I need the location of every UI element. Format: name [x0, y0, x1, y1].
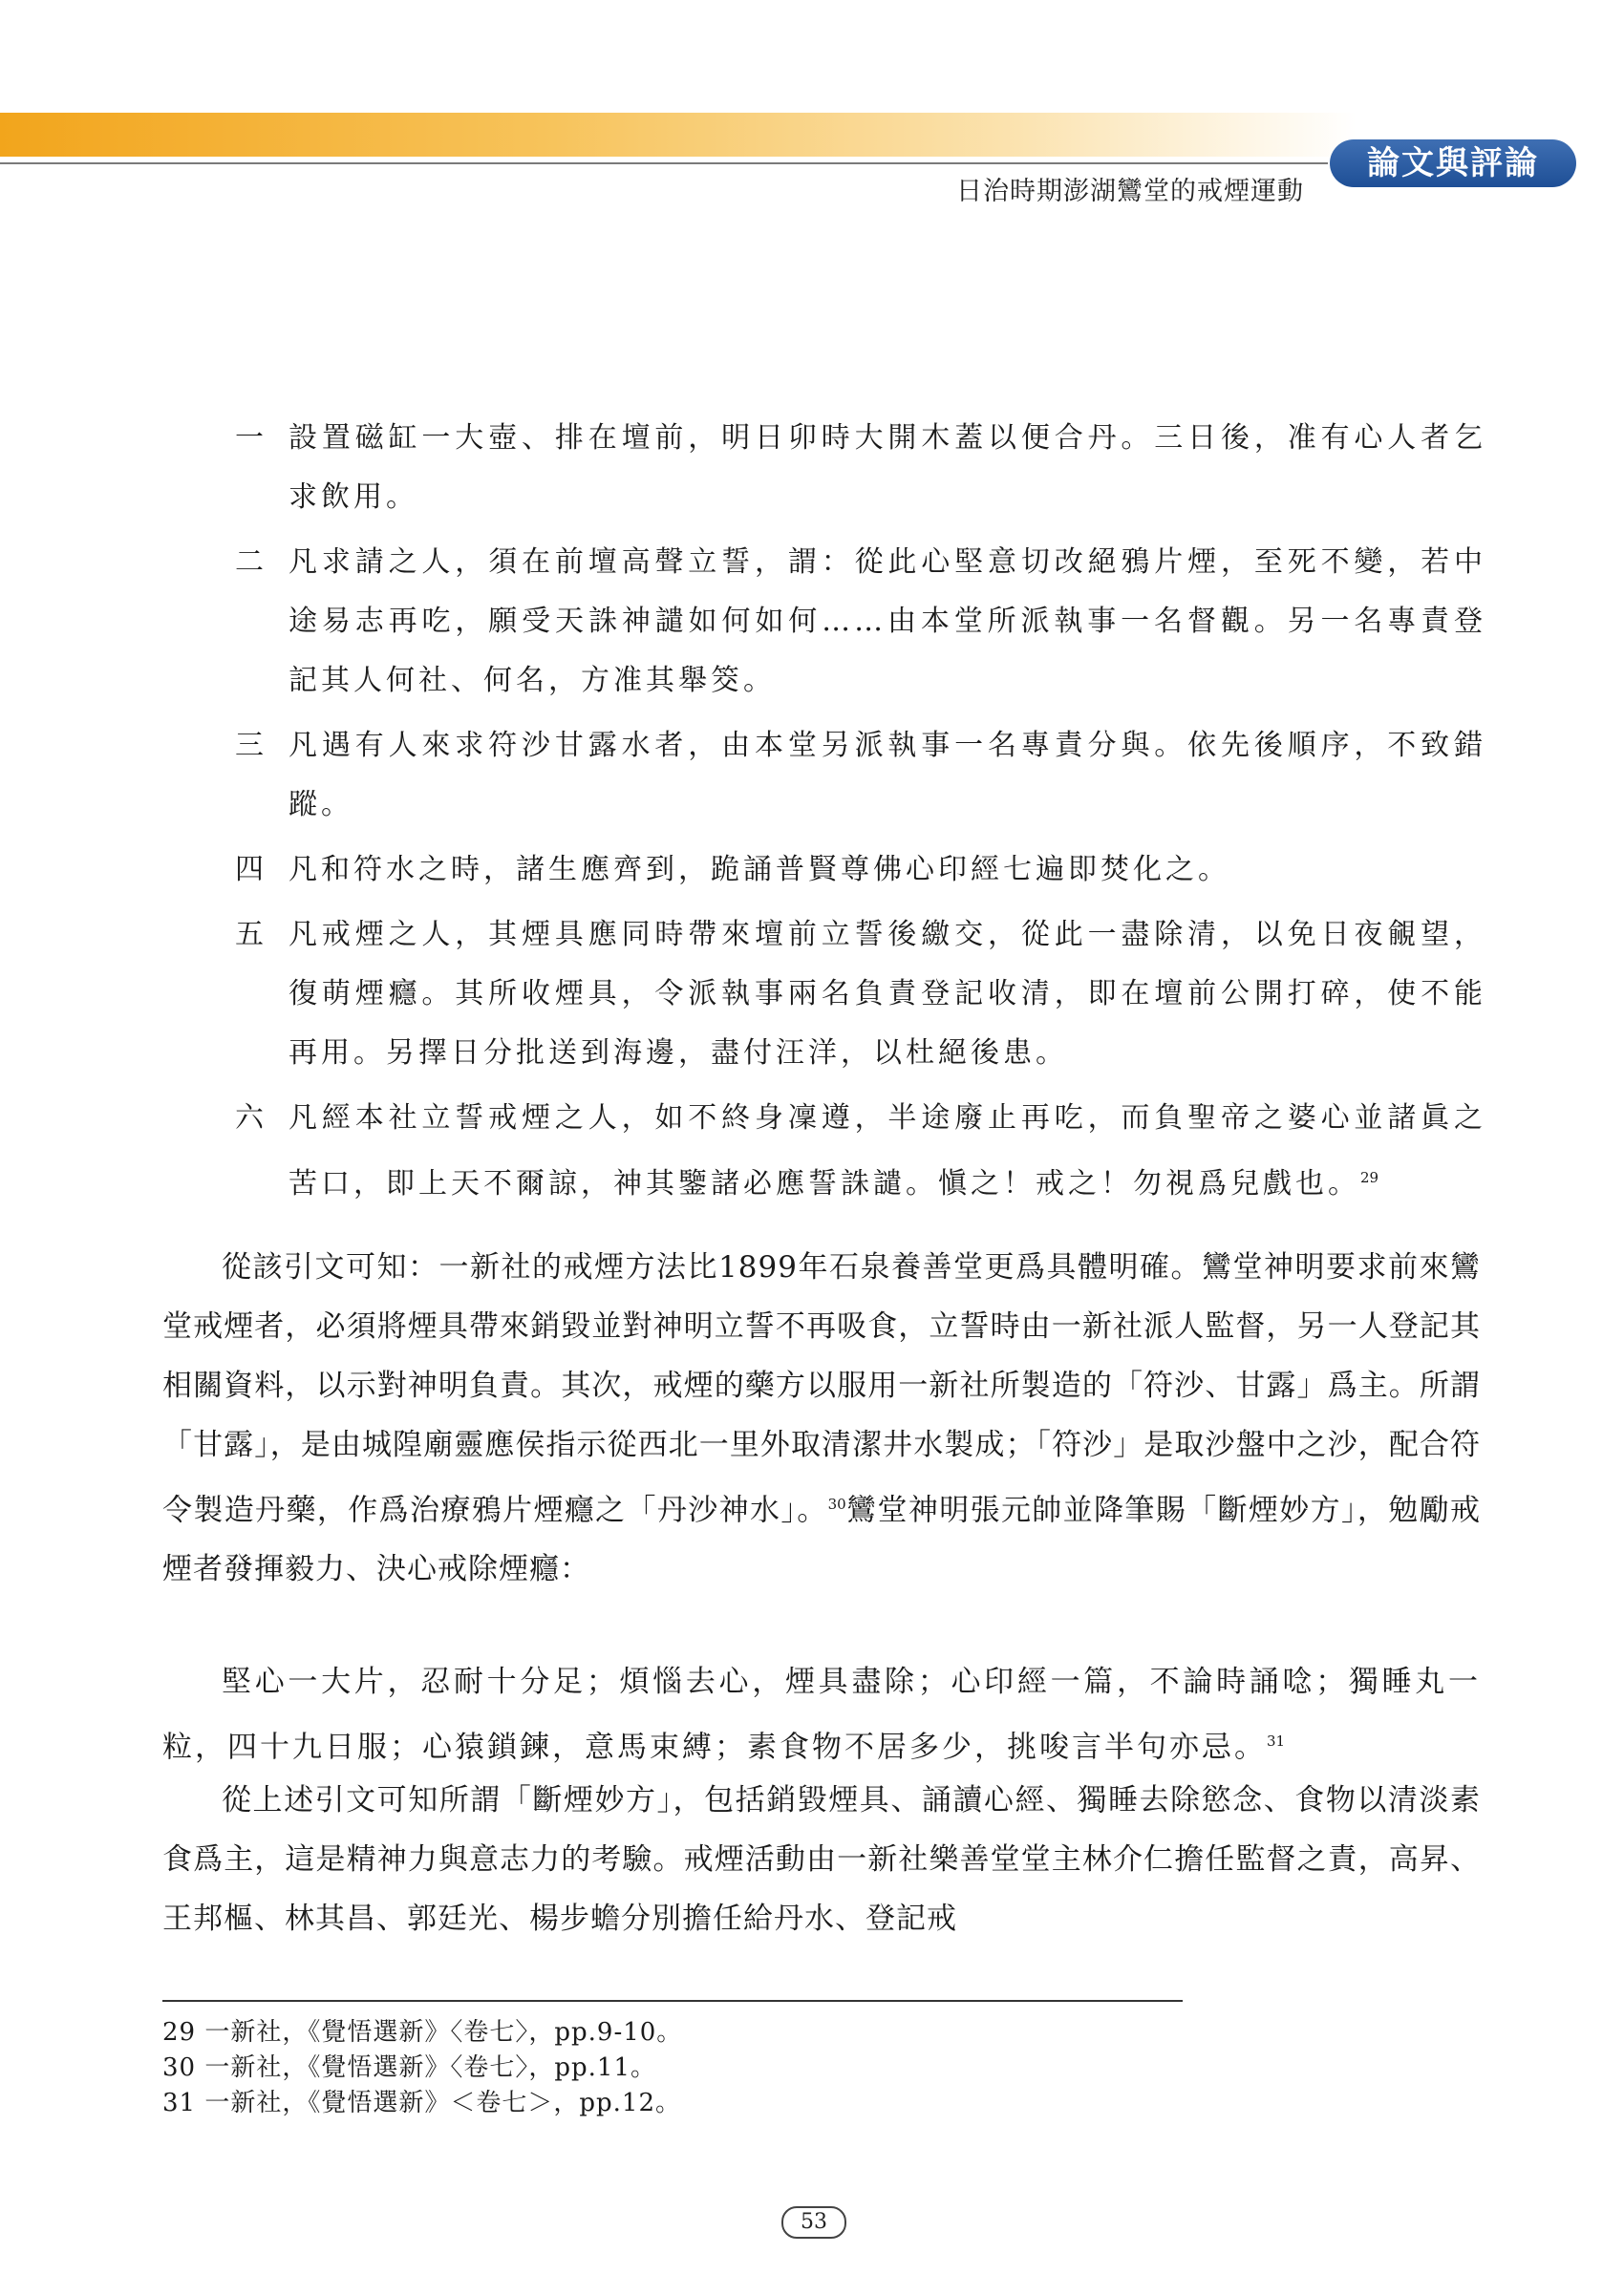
- page-number: 53: [781, 2206, 846, 2239]
- footnote-divider: [162, 2000, 1183, 2002]
- footnote: 31 一新社，《覺悟選新》＜卷七＞，pp.12。: [162, 2089, 681, 2117]
- footnote-ref: 30: [827, 1496, 846, 1513]
- rule-item: [235, 533, 1486, 711]
- rule-text: 凡遇有人來求符沙甘露水者，由本堂另派執事一名專責分與。依先後順序，不致錯蹤。: [288, 729, 1486, 821]
- numbered-rules-list: [235, 409, 1486, 1220]
- rule-item: [235, 409, 1486, 527]
- footnote-ref: 29: [1360, 1169, 1379, 1186]
- running-title: 日治時期澎湖鸞堂的戒煙運動: [956, 177, 1304, 206]
- rule-text: [288, 1089, 1486, 1214]
- paragraph-text: 從上述引文可知所謂「斷煙妙方」，包括銷毀煙具、誦讀心經、獨睡去除慾念、食物以清淡素食爲主，這是精神力與意志力的考驗。戒煙活動由一新社樂善堂堂主林介仁擔任監督之責，高昇、王邦樞、林其昌、郭廷光、楊步蟾分別擔任給丹水、登記戒: [162, 1783, 1481, 1936]
- rule-text: 設置磁缸一大壺、排在壇前，明日卯時大開木蓋以便合丹。三日後，准有心人者乞求飲用。: [288, 421, 1486, 514]
- rule-text: 凡求請之人，須在前壇高聲立誓，謂：從此心堅意切改絕鴉片煙，至死不變，若中途易志再吃，願受天誅神譴如何如何……由本堂所派執事一名督觀。另一名專責登記其人何社、何名，方准其舉筊。: [288, 545, 1486, 697]
- rule-text: 凡和符水之時，諸生應齊到，跪誦普賢尊佛心印經七遍即焚化之。: [288, 853, 1230, 886]
- footnote: 29 一新社，《覺悟選新》〈卷七〉，pp.9-10。: [162, 2018, 683, 2047]
- body-paragraph: [162, 1238, 1481, 1599]
- footnote: 30 一新社，《覺悟選新》〈卷七〉，pp.11。: [162, 2053, 656, 2082]
- quote-text: 堅心一大片，忍耐十分足；煩惱去心，煙具盡除；心印經一篇，不論時誦唸；獨睡丸一粒，四十九日服；心猿鎖鍊，意馬束縛；素食物不居多少，挑唆言半句亦忌。: [162, 1665, 1481, 1765]
- rule-text: 凡戒煙之人，其煙具應同時帶來壇前立誓後繳交，從此一盡除清，以免日夜覦望，復萌煙癮。其所收煙具，令派執事兩名負責登記收清，即在壇前公開打碎，使不能再用。另擇日分批送到海邊，盡付汪洋，以杜絕後患。: [288, 918, 1486, 1070]
- footnote-ref: 31: [1267, 1733, 1286, 1750]
- rule-item: [235, 905, 1486, 1083]
- paragraph-text: 鸞堂神明張元帥並降筆賜「斷煙妙方」，勉勵戒煙者發揮毅力、決心戒除煙癮：: [162, 1493, 1482, 1587]
- header-color-bar: [0, 113, 1357, 157]
- rule-item: [235, 840, 1486, 900]
- body-paragraph: [162, 1771, 1481, 1948]
- rule-number: 一: [235, 421, 264, 455]
- rule-text-body: 凡經本社立誓戒煙之人，如不終身凜遵，半途廢止再吃，而負聖帝之婆心並諸眞之苦口，即上天不爾諒，神其鑒諸必應誓誅譴。愼之！戒之！勿視爲兒戲也。: [288, 1101, 1486, 1201]
- rule-number: 五: [235, 918, 264, 951]
- header-divider: [0, 162, 1328, 164]
- section-badge: 論文與評論: [1330, 139, 1576, 187]
- rule-number: 六: [235, 1101, 264, 1135]
- rule-number: 二: [235, 545, 264, 579]
- rule-item: [235, 1089, 1486, 1214]
- footnotes: [162, 2015, 1213, 2121]
- block-quote: [162, 1652, 1481, 1776]
- rule-item: [235, 716, 1486, 835]
- paragraph-text: 從該引文可知：一新社的戒煙方法比1899年石泉養善堂更爲具體明確。鸞堂神明要求前來鸞堂戒煙者，必須將煙具帶來銷毀並對神明立誓不再吸食，立誓時由一新社派人監督，另一人登記其相關資料，以示對神明負責。其次，戒煙的藥方以服用一新社所製造的「符沙、甘露」爲主。所謂「甘露」，是由城隍廟靈應侯指示從西北一里外取清潔井水製成；「符沙」是取沙盤中之沙，配合符令製造丹藥，作爲治療鴉片煙癮之「丹沙神水」。: [162, 1250, 1481, 1528]
- rule-number: 四: [235, 853, 264, 886]
- rule-number: 三: [235, 729, 264, 762]
